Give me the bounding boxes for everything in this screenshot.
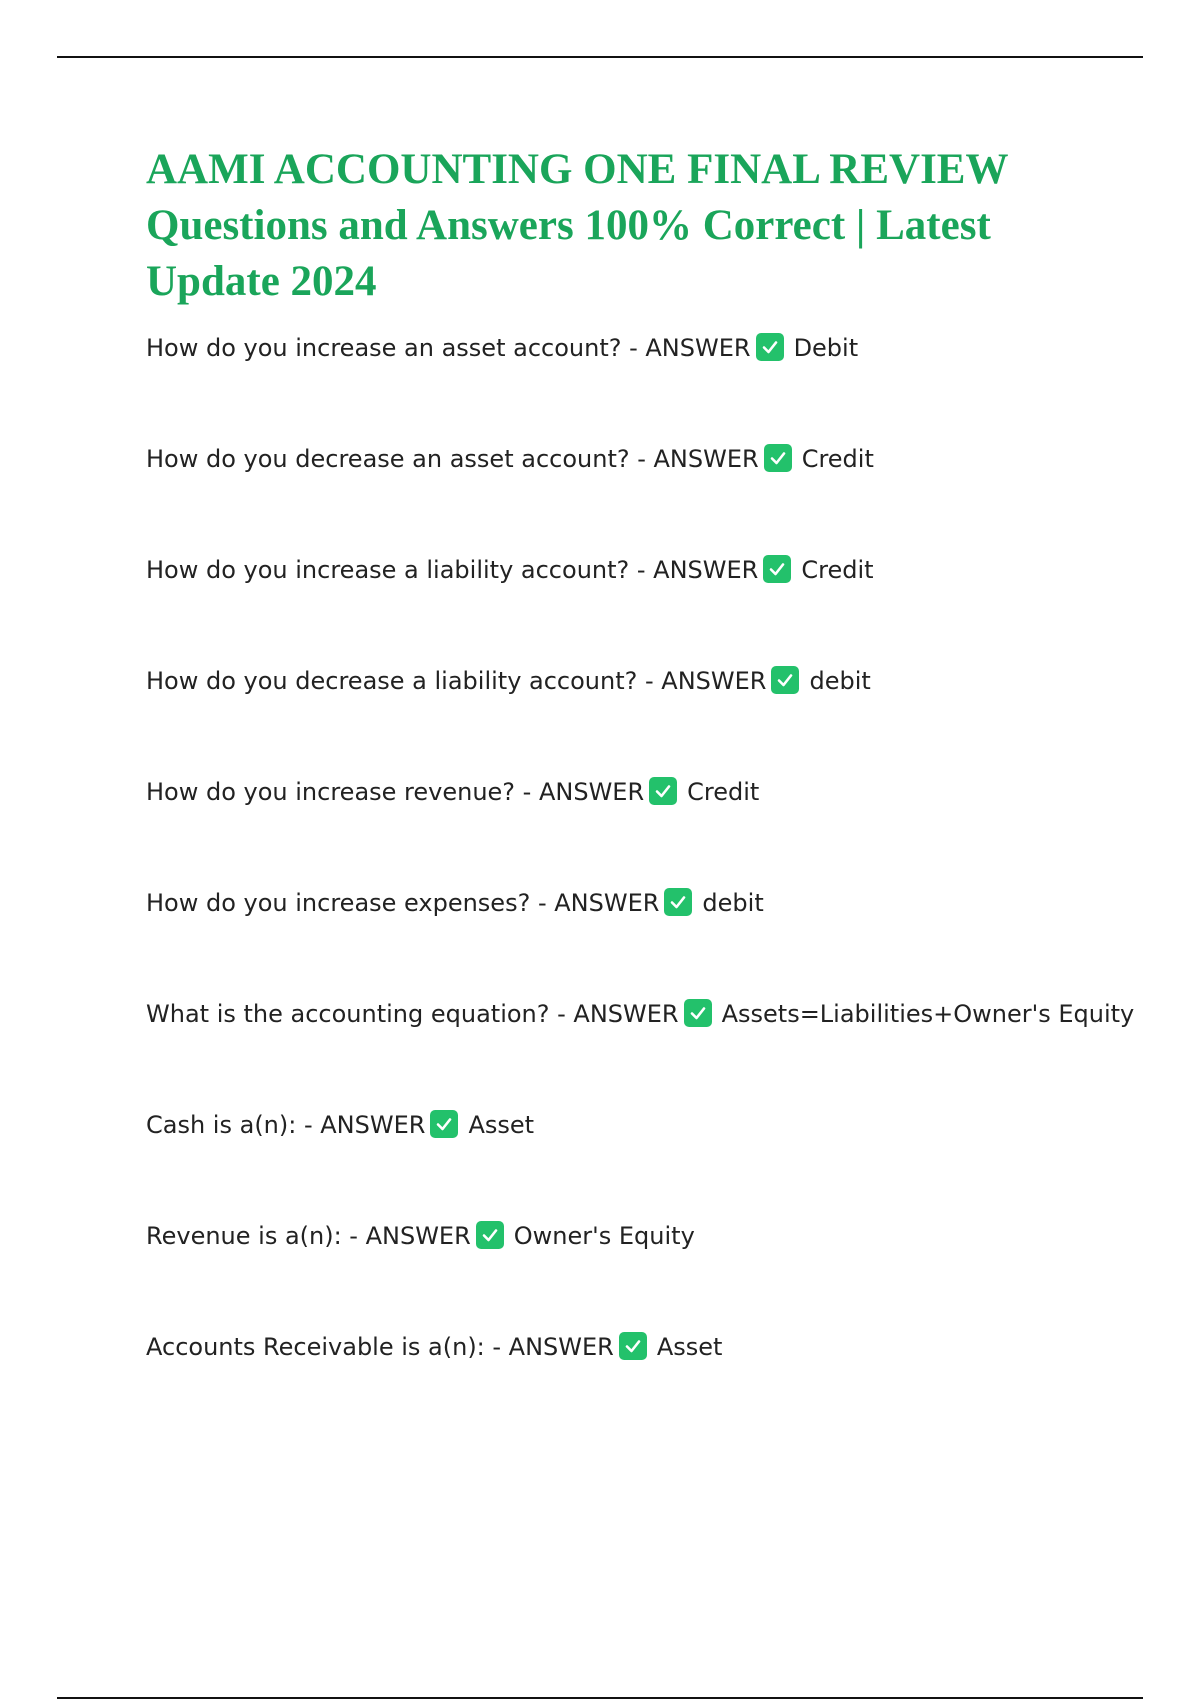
- check-icon: [619, 1332, 647, 1360]
- answer-text: Credit: [801, 556, 874, 584]
- check-icon: [684, 999, 712, 1027]
- question-text: How do you decrease a liability account? - ANSWER: [146, 667, 767, 695]
- top-divider: [57, 56, 1143, 58]
- answer-text: debit: [702, 889, 764, 917]
- qa-item: [146, 663, 1146, 774]
- qa-item: [146, 1107, 1146, 1218]
- answer-text: Asset: [468, 1111, 535, 1139]
- answer-text: Debit: [793, 334, 859, 362]
- qa-item: [146, 885, 1146, 996]
- answer-text: Credit: [801, 445, 874, 473]
- answer-text: Asset: [656, 1333, 723, 1361]
- qa-item: [146, 1329, 1146, 1440]
- bottom-divider: [57, 1697, 1143, 1699]
- qa-item: [146, 552, 1146, 663]
- check-icon: [764, 444, 792, 472]
- document-title: AAMI ACCOUNTING ONE FINAL REVIEW Questions and Answers 100% Correct | Latest Update 2024: [146, 146, 1008, 305]
- question-text: How do you increase a liability account? - ANSWER: [146, 556, 759, 584]
- check-icon: [430, 1110, 458, 1138]
- question-text: How do you increase expenses? - ANSWER: [146, 889, 660, 917]
- check-icon: [763, 555, 791, 583]
- answer-text: debit: [809, 667, 871, 695]
- qa-list: [146, 330, 1146, 1440]
- qa-item: [146, 996, 1146, 1107]
- question-text: Cash is a(n): - ANSWER: [146, 1111, 426, 1139]
- answer-text: Credit: [687, 778, 760, 806]
- qa-item: [146, 774, 1146, 885]
- qa-item: [146, 1218, 1146, 1329]
- question-text: How do you increase an asset account? - ANSWER: [146, 334, 751, 362]
- check-icon: [756, 333, 784, 361]
- check-icon: [476, 1221, 504, 1249]
- question-text: What is the accounting equation? - ANSWER: [146, 1000, 679, 1028]
- check-icon: [664, 888, 692, 916]
- question-text: Revenue is a(n): - ANSWER: [146, 1222, 471, 1250]
- qa-item: [146, 330, 1146, 441]
- check-icon: [649, 777, 677, 805]
- check-icon: [771, 666, 799, 694]
- question-text: How do you decrease an asset account? - ANSWER: [146, 445, 759, 473]
- answer-text: Assets=Liabilities+Owner's Equity: [721, 1000, 1135, 1028]
- answer-text: Owner's Equity: [513, 1222, 695, 1250]
- question-text: How do you increase revenue? - ANSWER: [146, 778, 645, 806]
- qa-item: [146, 441, 1146, 552]
- question-text: Accounts Receivable is a(n): - ANSWER: [146, 1333, 614, 1361]
